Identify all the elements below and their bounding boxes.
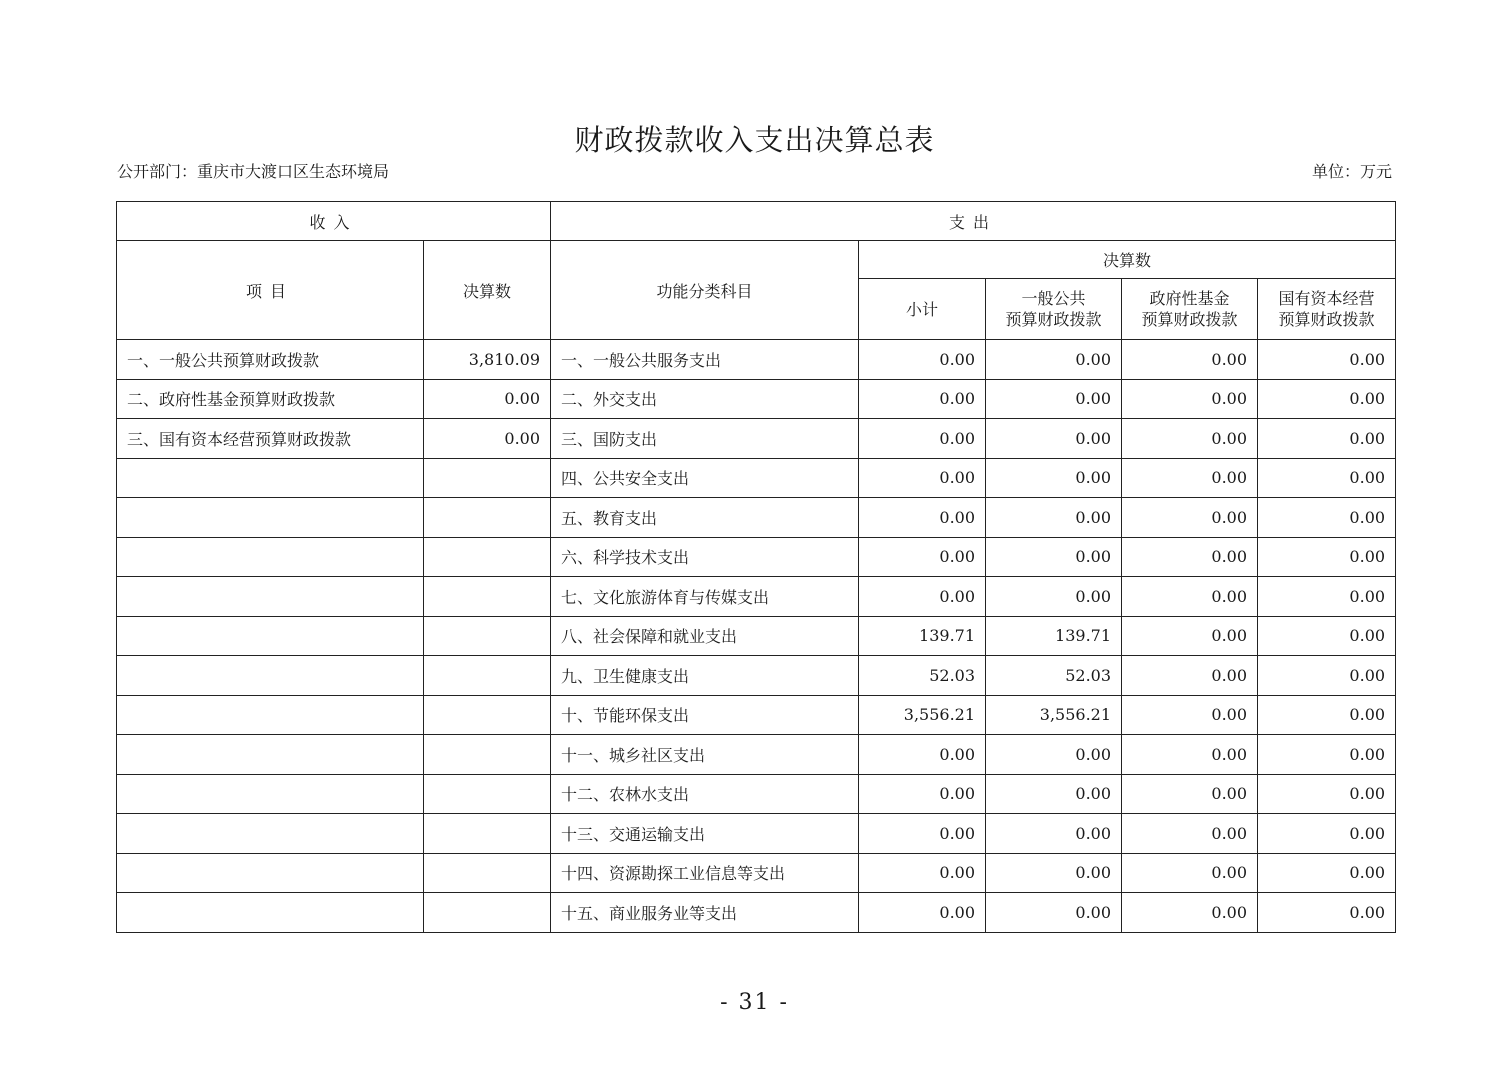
capital-budget-cell: 0.00 [1258, 340, 1396, 380]
header-general-line1: 一般公共 [1021, 289, 1086, 308]
capital-budget-cell: 0.00 [1258, 656, 1396, 696]
income-amount-cell [424, 893, 551, 933]
income-amount-cell [424, 537, 551, 577]
header-capital-line2: 预算财政拨款 [1278, 310, 1375, 329]
fund-budget-cell: 0.00 [1122, 893, 1258, 933]
header-subtotal: 小计 [859, 279, 986, 340]
capital-budget-cell: 0.00 [1258, 379, 1396, 419]
fund-budget-cell: 0.00 [1122, 814, 1258, 854]
capital-budget-cell: 0.00 [1258, 577, 1396, 617]
capital-budget-cell: 0.00 [1258, 735, 1396, 775]
general-budget-cell: 0.00 [986, 814, 1122, 854]
table-row [117, 458, 1396, 498]
income-amount-cell [424, 853, 551, 893]
table-body [117, 340, 1396, 933]
capital-budget-cell: 0.00 [1258, 537, 1396, 577]
unit-label: 单位：万元 [1311, 162, 1392, 181]
general-budget-cell: 52.03 [986, 656, 1122, 696]
fund-budget-cell: 0.00 [1122, 656, 1258, 696]
header-settlement: 决算数 [859, 241, 1396, 279]
fund-budget-cell: 0.00 [1122, 537, 1258, 577]
header-income: 收入 [117, 202, 551, 241]
capital-budget-cell: 0.00 [1258, 616, 1396, 656]
general-budget-cell: 0.00 [986, 893, 1122, 933]
subtotal-cell: 0.00 [859, 774, 986, 814]
header-fund-budget [1122, 279, 1258, 340]
category-cell: 三、国防支出 [551, 419, 859, 459]
income-item-cell [117, 853, 424, 893]
income-amount-cell [424, 735, 551, 775]
category-cell: 七、文化旅游体育与传媒支出 [551, 577, 859, 617]
subtotal-cell: 0.00 [859, 537, 986, 577]
income-amount-cell [424, 774, 551, 814]
income-amount-cell [424, 695, 551, 735]
subtotal-cell: 0.00 [859, 419, 986, 459]
general-budget-cell: 0.00 [986, 853, 1122, 893]
table-row [117, 379, 1396, 419]
fund-budget-cell: 0.00 [1122, 774, 1258, 814]
category-cell: 十一、城乡社区支出 [551, 735, 859, 775]
header-capital-budget [1258, 279, 1396, 340]
general-budget-cell: 0.00 [986, 498, 1122, 538]
header-general-budget [986, 279, 1122, 340]
header-function-category: 功能分类科目 [551, 241, 859, 340]
subtotal-cell: 0.00 [859, 853, 986, 893]
income-amount-cell [424, 498, 551, 538]
header-row-mid [117, 241, 1396, 279]
header-general-line2: 预算财政拨款 [1005, 310, 1102, 329]
subtotal-cell: 0.00 [859, 814, 986, 854]
subtotal-cell: 0.00 [859, 340, 986, 380]
table-row [117, 656, 1396, 696]
table-row [117, 774, 1396, 814]
page-number: - 31 - [720, 990, 789, 1015]
income-amount-cell: 3,810.09 [424, 340, 551, 380]
general-budget-cell: 0.00 [986, 537, 1122, 577]
capital-budget-cell: 0.00 [1258, 814, 1396, 854]
table-row [117, 577, 1396, 617]
table-row [117, 893, 1396, 933]
page-title: 财政拨款收入支出决算总表 [574, 123, 935, 157]
table-row [117, 735, 1396, 775]
header-expense: 支出 [551, 202, 1396, 241]
capital-budget-cell: 0.00 [1258, 419, 1396, 459]
income-item-cell [117, 498, 424, 538]
finance-summary-table [116, 201, 1396, 933]
income-amount-cell [424, 458, 551, 498]
fund-budget-cell: 0.00 [1122, 577, 1258, 617]
general-budget-cell: 3,556.21 [986, 695, 1122, 735]
income-item-cell [117, 656, 424, 696]
income-item-cell [117, 458, 424, 498]
category-cell: 十、节能环保支出 [551, 695, 859, 735]
category-cell: 二、外交支出 [551, 379, 859, 419]
fund-budget-cell: 0.00 [1122, 458, 1258, 498]
table-row [117, 853, 1396, 893]
table-row [117, 419, 1396, 459]
header-row-top [117, 202, 1396, 241]
income-item-cell [117, 537, 424, 577]
general-budget-cell: 0.00 [986, 458, 1122, 498]
table-row [117, 814, 1396, 854]
header-fund-line2: 预算财政拨款 [1141, 310, 1238, 329]
capital-budget-cell: 0.00 [1258, 893, 1396, 933]
income-item-cell: 三、国有资本经营预算财政拨款 [117, 419, 424, 459]
capital-budget-cell: 0.00 [1258, 695, 1396, 735]
fund-budget-cell: 0.00 [1122, 695, 1258, 735]
general-budget-cell: 0.00 [986, 577, 1122, 617]
header-income-amount: 决算数 [424, 241, 551, 340]
subtotal-cell: 0.00 [859, 735, 986, 775]
fund-budget-cell: 0.00 [1122, 616, 1258, 656]
income-item-cell [117, 577, 424, 617]
subtotal-cell: 3,556.21 [859, 695, 986, 735]
category-cell: 九、卫生健康支出 [551, 656, 859, 696]
capital-budget-cell: 0.00 [1258, 498, 1396, 538]
income-item-cell: 一、一般公共预算财政拨款 [117, 340, 424, 380]
category-cell: 十五、商业服务业等支出 [551, 893, 859, 933]
general-budget-cell: 0.00 [986, 735, 1122, 775]
fund-budget-cell: 0.00 [1122, 419, 1258, 459]
subtotal-cell: 0.00 [859, 577, 986, 617]
income-item-cell [117, 735, 424, 775]
capital-budget-cell: 0.00 [1258, 853, 1396, 893]
income-amount-cell: 0.00 [424, 379, 551, 419]
table-row [117, 340, 1396, 380]
capital-budget-cell: 0.00 [1258, 458, 1396, 498]
subtotal-cell: 0.00 [859, 498, 986, 538]
header-capital-line1: 国有资本经营 [1278, 289, 1375, 308]
department-label: 公开部门：重庆市大渡口区生态环境局 [117, 162, 390, 181]
income-amount-cell: 0.00 [424, 419, 551, 459]
income-item-cell: 二、政府性基金预算财政拨款 [117, 379, 424, 419]
category-cell: 八、社会保障和就业支出 [551, 616, 859, 656]
subtotal-cell: 0.00 [859, 379, 986, 419]
subtotal-cell: 0.00 [859, 893, 986, 933]
subtotal-cell: 52.03 [859, 656, 986, 696]
category-cell: 一、一般公共服务支出 [551, 340, 859, 380]
category-cell: 四、公共安全支出 [551, 458, 859, 498]
income-item-cell [117, 814, 424, 854]
income-item-cell [117, 616, 424, 656]
table-row [117, 537, 1396, 577]
subtotal-cell: 139.71 [859, 616, 986, 656]
header-item: 项目 [117, 241, 424, 340]
table-row [117, 616, 1396, 656]
category-cell: 十二、农林水支出 [551, 774, 859, 814]
fund-budget-cell: 0.00 [1122, 340, 1258, 380]
category-cell: 十四、资源勘探工业信息等支出 [551, 853, 859, 893]
general-budget-cell: 0.00 [986, 419, 1122, 459]
income-item-cell [117, 774, 424, 814]
general-budget-cell: 0.00 [986, 379, 1122, 419]
header-fund-line1: 政府性基金 [1149, 289, 1230, 308]
table-row [117, 498, 1396, 538]
fund-budget-cell: 0.00 [1122, 379, 1258, 419]
general-budget-cell: 0.00 [986, 774, 1122, 814]
general-budget-cell: 0.00 [986, 340, 1122, 380]
capital-budget-cell: 0.00 [1258, 774, 1396, 814]
fund-budget-cell: 0.00 [1122, 735, 1258, 775]
fund-budget-cell: 0.00 [1122, 498, 1258, 538]
category-cell: 五、教育支出 [551, 498, 859, 538]
income-amount-cell [424, 616, 551, 656]
income-item-cell [117, 695, 424, 735]
category-cell: 六、科学技术支出 [551, 537, 859, 577]
fund-budget-cell: 0.00 [1122, 853, 1258, 893]
subtotal-cell: 0.00 [859, 458, 986, 498]
income-amount-cell [424, 577, 551, 617]
income-amount-cell [424, 814, 551, 854]
category-cell: 十三、交通运输支出 [551, 814, 859, 854]
income-amount-cell [424, 656, 551, 696]
income-item-cell [117, 893, 424, 933]
general-budget-cell: 139.71 [986, 616, 1122, 656]
table-row [117, 695, 1396, 735]
